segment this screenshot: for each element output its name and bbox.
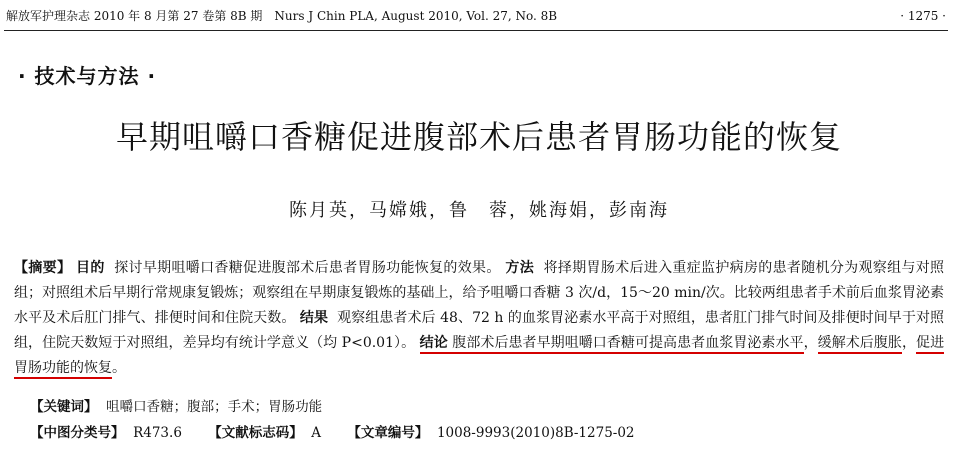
methods-text: 将择期胃肠术后进入重症监护病房的患者随机分为观察组与对照组；对照组术后早期行常规康复锻炼；观察组在早期康复锻炼的基础上，给予咀嚼口香糖 3 次/d，15～20 min/次。比较两组患者手术前后血浆胃泌素水平及术后肛门排气、排便时间和住院天数。 [14, 260, 945, 326]
journal-citation-line: 解放军护理杂志 2010 年 8 月第 27 卷第 8B 期 Nurs J Chin PLA, August 2010, Vol. 27, No. 8B [6, 9, 558, 23]
classification-line [30, 422, 635, 444]
document-code-value: A [311, 425, 322, 441]
keywords-text: 咀嚼口香糖；腹部；手术；胃肠功能 [106, 399, 323, 415]
objective-text: 探讨早期咀嚼口香糖促进腹部术后患者胃肠功能恢复的效果。 [114, 260, 501, 276]
article-number-label: 【文章编号】 [347, 425, 429, 441]
results-label: 结果 [299, 310, 329, 326]
keywords-line [30, 396, 322, 418]
conclusion-label: 结论 [420, 335, 448, 354]
article-title: 早期咀嚼口香糖促进腹部术后患者胃肠功能的恢复 [115, 118, 842, 156]
conclusion-separator: ， [803, 335, 818, 351]
abstract-label: 【摘要】 [14, 260, 72, 276]
article-number-value: 1008-9993(2010)8B-1275-02 [436, 425, 635, 441]
conclusion-separator: ， [901, 335, 917, 351]
objective-label: 目的 [76, 260, 105, 276]
running-header [6, 6, 946, 26]
clc-value: R473.6 [133, 425, 182, 441]
document-code-label: 【文献标志码】 [208, 425, 303, 441]
section-heading: · 技术与方法 · [18, 64, 157, 88]
author-list: 陈月英，马嫦娥，鲁 蓉，姚海娟，彭南海 [289, 200, 669, 221]
conclusion-highlight-1: 腹部术后患者早期咀嚼口香糖可提高患者血浆胃泌素水平 [452, 335, 803, 354]
header-rule [4, 30, 948, 31]
conclusion-highlight-3: 促进胃肠功能的恢复 [14, 335, 944, 379]
methods-label: 方法 [505, 260, 535, 276]
conclusion-end: 。 [112, 360, 126, 376]
clc-label: 【中图分类号】 [30, 425, 125, 441]
conclusion-highlight-2: 缓解术后腹胀 [818, 335, 902, 354]
keywords-label: 【关键词】 [30, 399, 98, 415]
results-text: 观察组患者术后 48、72 h 的血浆胃泌素水平高于对照组，患者肛门排气时间及排便时间早于对照组，住院天数短于对照组，差异均有统计学意义（均 P<0.01）。 [14, 310, 945, 351]
page-number: · 1275 · [900, 9, 946, 23]
abstract-block [14, 256, 944, 381]
